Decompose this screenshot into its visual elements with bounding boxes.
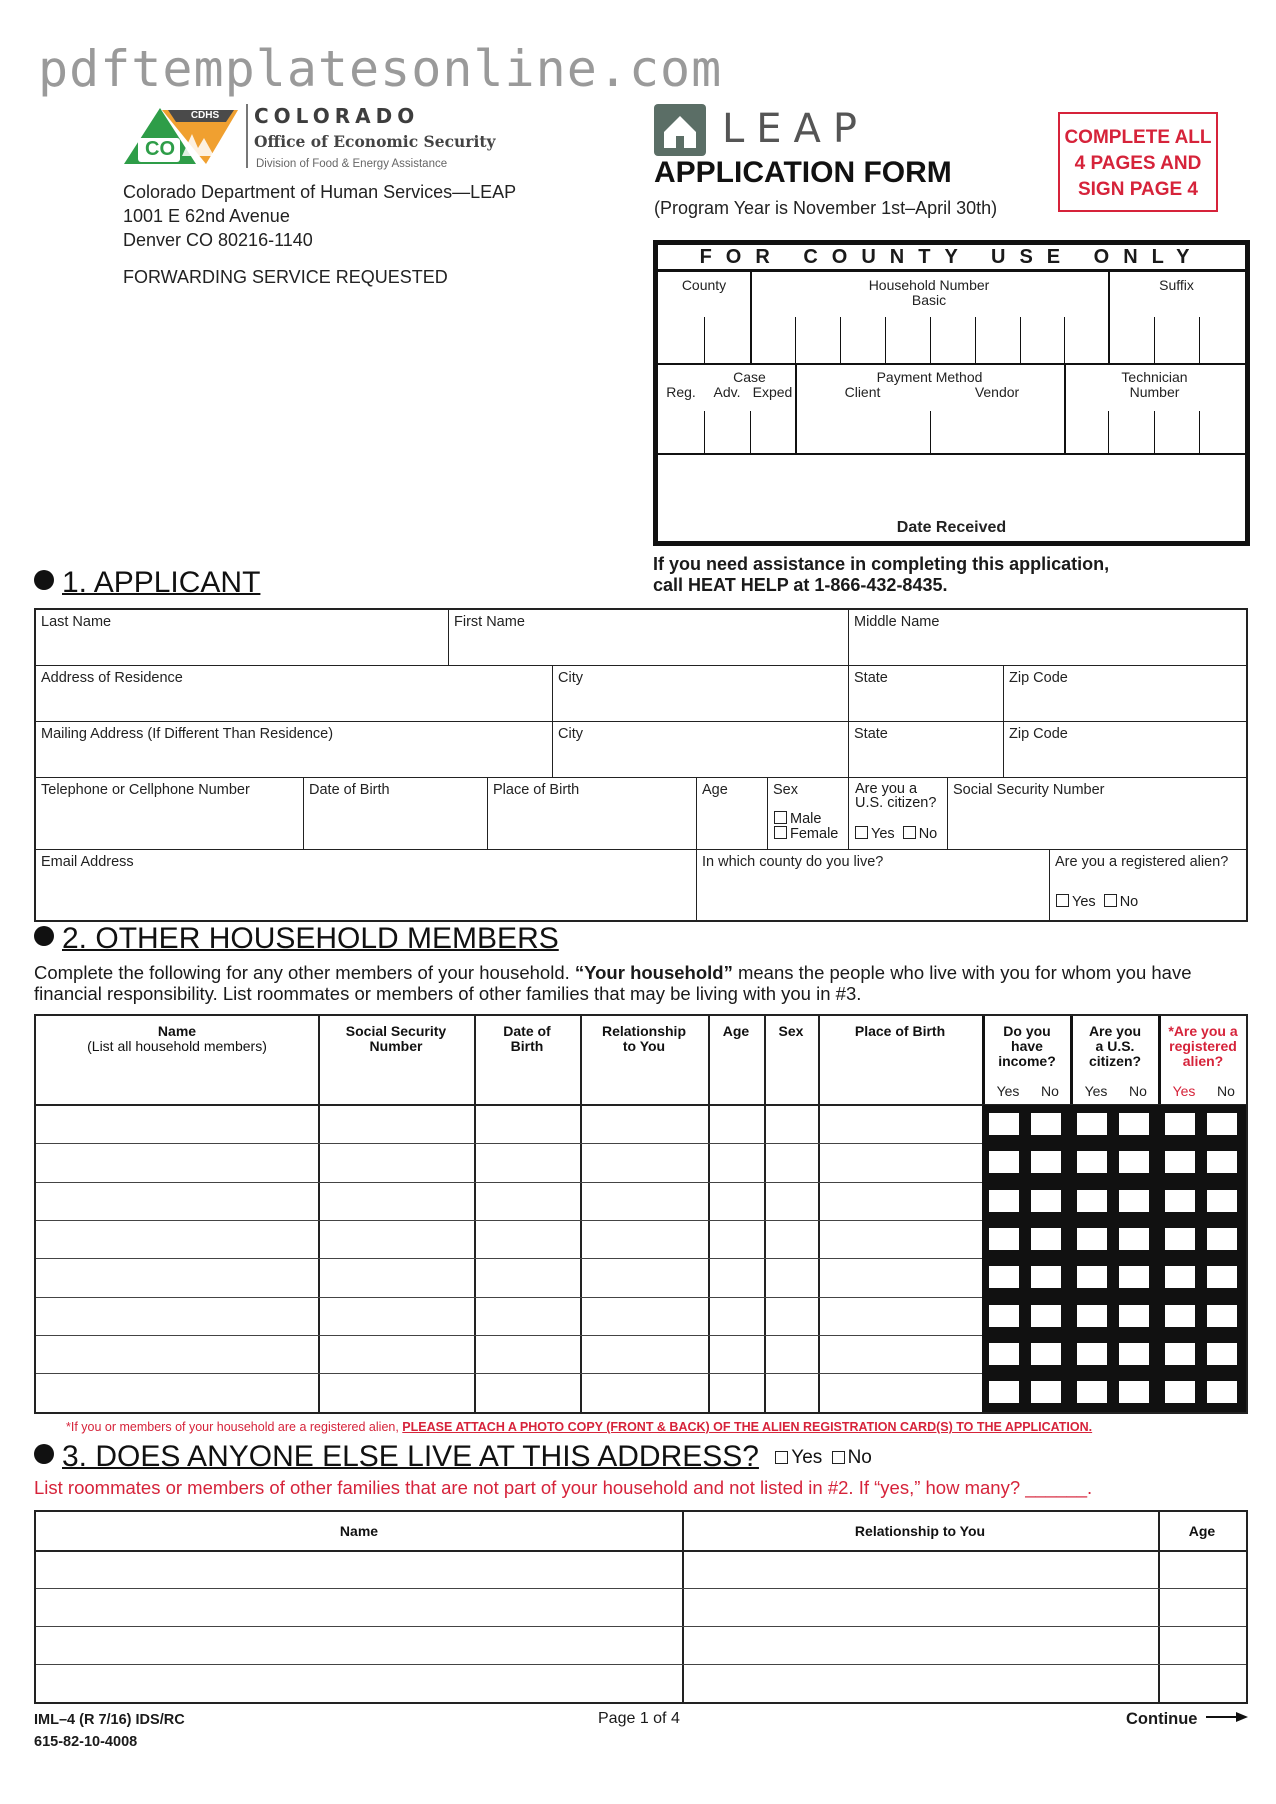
household-answer-checkbox[interactable] [1204,1263,1240,1291]
household-member-cell[interactable] [818,1105,982,1143]
zip-label: Zip Code [1009,670,1068,686]
household-answer-checkbox[interactable] [1204,1148,1240,1176]
county-use-box [653,240,1250,546]
income-yes-label: Yes [996,1083,1020,1099]
col-citizen-header: Are you a U.S. citizen? [1088,1023,1142,1069]
section-3-no-checkbox[interactable] [832,1451,845,1464]
bullet-icon [34,570,54,590]
household-member-cell[interactable] [708,1373,764,1411]
household-member-cell[interactable] [318,1182,474,1220]
income-no-label: No [1041,1083,1059,1099]
household-answer-checkbox[interactable] [1028,1302,1064,1330]
household-member-cell[interactable] [580,1220,708,1258]
citizen-q-line: Are you a [855,781,918,797]
household-answer-checkbox[interactable] [986,1340,1022,1368]
notice-line: SIGN PAGE 4 [1077,179,1198,200]
household-member-cell[interactable] [36,1143,318,1181]
email-field[interactable] [36,850,697,920]
mailing-state-field[interactable] [849,722,1004,778]
household-member-cell[interactable] [764,1258,818,1296]
household-answer-checkbox[interactable] [1028,1187,1064,1215]
household-member-cell[interactable] [318,1335,474,1373]
page-number: Page 1 of 4 [598,1710,680,1727]
household-answer-checkbox[interactable] [1162,1263,1198,1291]
household-member-cell[interactable] [764,1220,818,1258]
household-answer-checkbox[interactable] [1116,1225,1152,1253]
household-member-cell[interactable] [36,1335,318,1373]
assistance-line: call HEAT HELP at 1-866-432-8435. [653,575,948,595]
male-checkbox[interactable] [774,811,787,824]
household-answer-checkbox[interactable] [1074,1263,1110,1291]
county-residence-field[interactable] [697,850,1050,920]
household-answer-checkbox[interactable] [1028,1340,1064,1368]
address-line: Denver CO 80216-1140 [123,230,313,250]
agency-office: Office of Economic Security [254,132,496,151]
county-use-heading: FOR COUNTY USE ONLY [699,246,1204,268]
house-icon [654,104,706,156]
household-answer-checkbox[interactable] [1028,1110,1064,1138]
case-label: Case [733,369,766,385]
arrow-right-icon [1206,1711,1248,1723]
household-member-cell[interactable] [474,1143,580,1181]
household-member-cell[interactable] [474,1258,580,1296]
ssn-label: Social Security Number [953,782,1105,798]
technician-label: Technician [1121,369,1188,385]
household-answer-checkbox[interactable] [1162,1187,1198,1215]
roommate-name-header: Name [339,1523,379,1539]
household-member-cell[interactable] [580,1105,708,1143]
household-member-cell[interactable] [580,1182,708,1220]
technician-number-label: Number [1129,384,1180,400]
household-answer-checkbox[interactable] [1204,1187,1240,1215]
household-member-cell[interactable] [708,1220,764,1258]
household-member-cell[interactable] [818,1220,982,1258]
household-member-cell[interactable] [474,1182,580,1220]
household-answer-checkbox[interactable] [1204,1340,1240,1368]
exped-label: Exped [752,384,793,400]
state-label: State [854,726,888,742]
alien-no-checkbox[interactable] [1104,894,1117,907]
mailing-address-label: Mailing Address (If Different Than Residence) [41,726,334,742]
household-answer-checkbox[interactable] [1116,1340,1152,1368]
residence-zip-field[interactable] [1004,666,1246,722]
household-member-cell[interactable] [318,1373,474,1411]
no-label: No [847,1447,872,1468]
phone-label: Telephone or Cellphone Number [41,782,250,798]
applicant-form [34,608,1248,922]
section-2-intro [34,962,1254,1004]
alien-yes-label: Yes [1172,1083,1196,1099]
household-answer-checkbox[interactable] [1074,1187,1110,1215]
col-pob-header: Place of Birth [854,1023,946,1039]
household-answer-checkbox[interactable] [986,1302,1022,1330]
section-3-heading [34,1440,872,1474]
col-relationship-header: Relationship to You [601,1023,686,1054]
citizen-field [849,778,948,850]
col-name-sub: (List all household members) [87,1038,267,1054]
watermark: pdftemplatesonline.com [38,40,723,98]
suffix-label: Suffix [1159,277,1194,293]
alien-yes-checkbox[interactable] [1056,894,1069,907]
section-1-title: 1. APPLICANT [62,566,261,599]
section-2-title: 2. OTHER HOUSEHOLD MEMBERS [62,922,559,955]
roommate-relationship-header: Relationship to You [854,1523,986,1539]
alien-footnote [66,1420,1092,1434]
alien-field [1050,850,1246,920]
section-3-instruction: List roommates or members of other families that are not part of your household and not listed in #2. If “yes,” how many? ______. [34,1477,1093,1498]
continue-label: Continue [1126,1710,1198,1728]
bullet-icon [34,1444,54,1464]
reg-label: Reg. [666,384,696,400]
middle-name-label: Middle Name [854,614,940,630]
col-sex-header: Sex [778,1023,804,1039]
household-member-cell[interactable] [708,1335,764,1373]
last-name-label: Last Name [41,614,112,630]
household-member-cell[interactable] [818,1182,982,1220]
col-alien-header: *Are you a registered alien? [1168,1023,1238,1069]
citizen-no-label: No [1129,1083,1147,1099]
household-table [34,1014,1248,1414]
email-label: Email Address [41,854,134,870]
colorado-logo [122,104,242,166]
household-answer-checkbox[interactable] [1162,1302,1198,1330]
household-member-cell[interactable] [474,1220,580,1258]
middle-name-field[interactable] [849,610,1246,666]
household-member-cell[interactable] [36,1220,318,1258]
household-answer-checkbox[interactable] [1162,1110,1198,1138]
col-ssn-header: Social Security Number [345,1023,447,1054]
household-member-cell[interactable] [580,1373,708,1411]
household-answer-checkbox[interactable] [986,1187,1022,1215]
household-answer-checkbox[interactable] [1162,1225,1198,1253]
continue-indicator [1126,1710,1248,1729]
address-line: 1001 E 62nd Avenue [123,206,290,226]
yes-label: Yes [1072,894,1096,910]
household-answer-checkbox[interactable] [1116,1378,1152,1406]
alien-question-label: Are you a registered alien? [1055,854,1229,870]
assistance-note [653,554,1109,596]
household-member-cell[interactable] [764,1143,818,1181]
alien-options [1056,894,1138,910]
female-label: Female [790,826,839,842]
male-option[interactable] [774,811,821,827]
roommate-age-header: Age [1188,1523,1216,1539]
household-answer-checkbox[interactable] [986,1148,1022,1176]
household-answer-checkbox[interactable] [986,1263,1022,1291]
household-member-cell[interactable] [818,1373,982,1411]
logo-cdhs-text: CDHS [190,110,220,121]
alien-no-label: No [1217,1083,1235,1099]
mailing-zip-field[interactable] [1004,722,1246,778]
intro-line-2: financial responsibility. List roommates or members of other families that may be living with you in #3. [34,983,862,1004]
agency-division: Division of Food & Energy Assistance [256,158,448,170]
logo-divider [246,104,248,168]
household-member-cell[interactable] [318,1220,474,1258]
first-name-field[interactable] [449,610,849,666]
residence-address-field[interactable] [36,666,553,722]
section-3-options [775,1447,872,1468]
mailing-address-field[interactable] [36,722,553,778]
household-member-cell[interactable] [818,1143,982,1181]
vendor-label: Vendor [974,384,1020,400]
form-code: IML–4 (R 7/16) IDS/RC [34,1712,185,1728]
county-question-label: In which county do you live? [702,854,884,870]
household-answer-checkbox[interactable] [1028,1378,1064,1406]
roommate-name-cell[interactable] [36,1665,682,1702]
sex-field [768,778,849,850]
household-answer-checkbox[interactable] [986,1225,1022,1253]
yes-label: Yes [871,826,895,842]
bullet-icon [34,926,54,946]
household-answer-checkbox[interactable] [1028,1148,1064,1176]
household-member-cell[interactable] [474,1373,580,1411]
dob-field[interactable] [304,778,488,850]
last-name-field[interactable] [36,610,449,666]
household-member-cell[interactable] [708,1105,764,1143]
household-member-cell[interactable] [36,1297,318,1335]
household-member-cell[interactable] [764,1373,818,1411]
col-dob-header: Date of Birth [503,1023,551,1054]
household-member-cell[interactable] [36,1105,318,1143]
household-member-cell[interactable] [764,1335,818,1373]
household-member-cell[interactable] [708,1297,764,1335]
sex-label: Sex [773,782,798,798]
household-answer-checkbox[interactable] [986,1110,1022,1138]
household-member-cell[interactable] [580,1258,708,1296]
address-line: Colorado Department of Human Services—LEAP [123,182,517,202]
payment-method-label: Payment Method [876,369,983,385]
household-answer-checkbox[interactable] [1204,1110,1240,1138]
citizen-options [855,826,937,842]
female-option[interactable] [774,826,838,842]
assistance-line: If you need assistance in completing this application, [653,554,1110,574]
female-checkbox[interactable] [774,826,787,839]
household-answer-checkbox[interactable] [1116,1263,1152,1291]
form-title: APPLICATION FORM [654,156,952,189]
household-answer-checkbox[interactable] [1116,1187,1152,1215]
phone-field[interactable] [36,778,304,850]
residence-city-field[interactable] [553,666,849,722]
section-3-yes-checkbox[interactable] [775,1451,788,1464]
complete-all-notice [1058,112,1218,212]
footnote-instruction: PLEASE ATTACH A PHOTO COPY (FRONT & BACK) OF THE ALIEN REGISTRATION CARD(S) TO THE APPLICATION. [402,1420,1093,1434]
household-member-cell[interactable] [36,1373,318,1411]
adv-label: Adv. [713,384,741,400]
pob-field[interactable] [488,778,697,850]
agency-state: COLORADO [254,104,420,128]
household-member-cell[interactable] [764,1182,818,1220]
residence-address-label: Address of Residence [41,670,183,686]
roommate-name-cell[interactable] [36,1589,682,1626]
household-member-cell[interactable] [318,1258,474,1296]
household-member-cell[interactable] [474,1297,580,1335]
household-number-label: Household Number [868,277,990,293]
household-answer-checkbox[interactable] [1074,1225,1110,1253]
pob-label: Place of Birth [493,782,580,798]
leap-logo-text: LEAP [722,106,870,152]
col-name-title: Name [157,1023,197,1039]
col-age-header: Age [722,1023,750,1039]
client-label: Client [844,384,881,400]
age-field[interactable] [697,778,768,850]
household-rows [36,1105,1246,1412]
household-member-cell[interactable] [318,1105,474,1143]
household-answer-checkbox[interactable] [1204,1302,1240,1330]
household-member-cell[interactable] [708,1182,764,1220]
household-member-cell[interactable] [318,1143,474,1181]
household-member-cell[interactable] [708,1258,764,1296]
citizen-question [855,782,936,810]
mailing-address [123,180,516,252]
forwarding-notice: FORWARDING SERVICE REQUESTED [123,267,448,287]
household-answer-checkbox[interactable] [1074,1340,1110,1368]
household-answer-checkbox[interactable] [1162,1148,1198,1176]
section-1-heading [34,566,260,600]
household-member-cell[interactable] [580,1143,708,1181]
ssn-field[interactable] [948,778,1246,850]
yes-label: Yes [791,1447,823,1468]
age-label: Age [702,782,728,798]
household-answer-checkbox[interactable] [1116,1110,1152,1138]
no-label: No [918,826,938,842]
county-label: County [681,277,727,293]
first-name-label: First Name [454,614,525,630]
zip-label: Zip Code [1009,726,1068,742]
citizen-yes-label: Yes [1084,1083,1108,1099]
roommate-name-cell[interactable] [36,1551,682,1588]
residence-state-field[interactable] [849,666,1004,722]
household-member-cell[interactable] [474,1105,580,1143]
household-member-cell[interactable] [708,1143,764,1181]
roommates-table [34,1510,1248,1704]
household-member-cell[interactable] [36,1258,318,1296]
logo-co-text: CO [145,138,175,160]
citizen-yes-checkbox[interactable] [855,826,868,839]
notice-line: 4 PAGES AND [1074,153,1202,174]
male-label: Male [790,811,822,827]
household-answer-checkbox[interactable] [1204,1225,1240,1253]
household-answer-checkbox[interactable] [986,1378,1022,1406]
col-income-header: Do you have income? [998,1023,1056,1069]
dob-label: Date of Birth [309,782,390,798]
household-answer-checkbox[interactable] [1028,1225,1064,1253]
household-member-cell[interactable] [764,1297,818,1335]
no-label: No [1119,894,1139,910]
household-answer-checkbox[interactable] [1074,1110,1110,1138]
household-member-cell[interactable] [36,1182,318,1220]
household-answer-checkbox[interactable] [1074,1378,1110,1406]
section-2-heading [34,922,559,956]
household-member-cell[interactable] [818,1335,982,1373]
section-3-title: 3. DOES ANYONE ELSE LIVE AT THIS ADDRESS? [62,1440,759,1473]
citizen-no-checkbox[interactable] [903,826,916,839]
basic-label: Basic [911,292,947,308]
citizen-q-line: U.S. citizen? [855,795,937,811]
col-name-header [36,1024,318,1054]
household-answer-checkbox[interactable] [1116,1302,1152,1330]
household-member-cell[interactable] [764,1105,818,1143]
household-answer-checkbox[interactable] [1074,1302,1110,1330]
intro-line-1: Complete the following for any other members of your household. “Your household” means the people who live with you for whom you have [34,962,1192,983]
footnote-text: *If you or members of your household are a registered alien, [66,1420,403,1434]
household-member-cell[interactable] [818,1297,982,1335]
household-answer-checkbox[interactable] [1162,1378,1198,1406]
roommate-name-cell[interactable] [36,1627,682,1664]
city-label: City [558,726,583,742]
household-member-cell[interactable] [580,1297,708,1335]
household-member-cell[interactable] [318,1297,474,1335]
household-answer-checkbox[interactable] [1074,1148,1110,1176]
notice-line: COMPLETE ALL [1064,127,1212,148]
program-year: (Program Year is November 1st–April 30th) [654,198,998,218]
date-received-label: Date Received [896,519,1007,536]
household-member-cell[interactable] [580,1335,708,1373]
household-answer-checkbox[interactable] [1204,1378,1240,1406]
household-member-cell[interactable] [474,1335,580,1373]
household-member-cell[interactable] [818,1258,982,1296]
city-label: City [558,670,583,686]
state-label: State [854,670,888,686]
mailing-city-field[interactable] [553,722,849,778]
household-answer-checkbox[interactable] [1028,1263,1064,1291]
household-answer-checkbox[interactable] [1162,1340,1198,1368]
household-answer-checkbox[interactable] [1116,1148,1152,1176]
form-number: 615-82-10-4008 [34,1734,138,1750]
